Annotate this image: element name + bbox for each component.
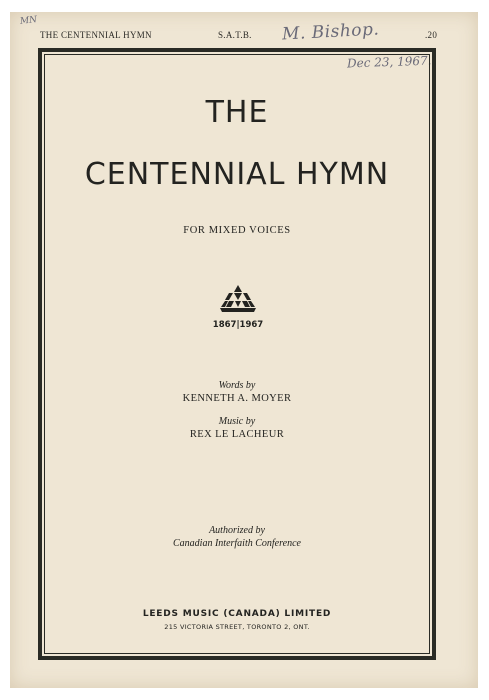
centennial-emblem-icon <box>212 283 264 339</box>
header-price: .20 <box>425 30 438 40</box>
subtitle: FOR MIXED VOICES <box>183 225 291 236</box>
composer-name: REX LE LACHEUR <box>189 429 285 440</box>
authorized-by-label: Authorized by <box>209 525 265 536</box>
handwritten-signature: M. Bishop. <box>281 19 380 45</box>
title-line-2: CENTENNIAL HYMN <box>84 157 390 192</box>
emblem-years: 1867|1967 <box>212 320 264 330</box>
publisher-name: LEEDS MUSIC (CANADA) LIMITED <box>142 609 332 619</box>
inner-border-frame <box>44 54 430 654</box>
publisher-address: 215 VICTORIA STREET, TORONTO 2, ONT. <box>164 623 310 631</box>
handwritten-date: Dec 23, 1967. <box>346 53 432 71</box>
words-by-label: Words by <box>218 380 256 391</box>
music-by-label: Music by <box>218 416 256 427</box>
header-title: THE CENTENNIAL HYMN <box>40 30 152 40</box>
handwritten-initials: MN <box>19 15 38 27</box>
header-voicing: S.A.T.B. <box>218 30 252 40</box>
lyricist-name: KENNETH A. MOYER <box>182 393 292 404</box>
title-line-1: THE <box>205 95 269 130</box>
authorizing-organization: Canadian Interfaith Conference <box>173 538 301 549</box>
